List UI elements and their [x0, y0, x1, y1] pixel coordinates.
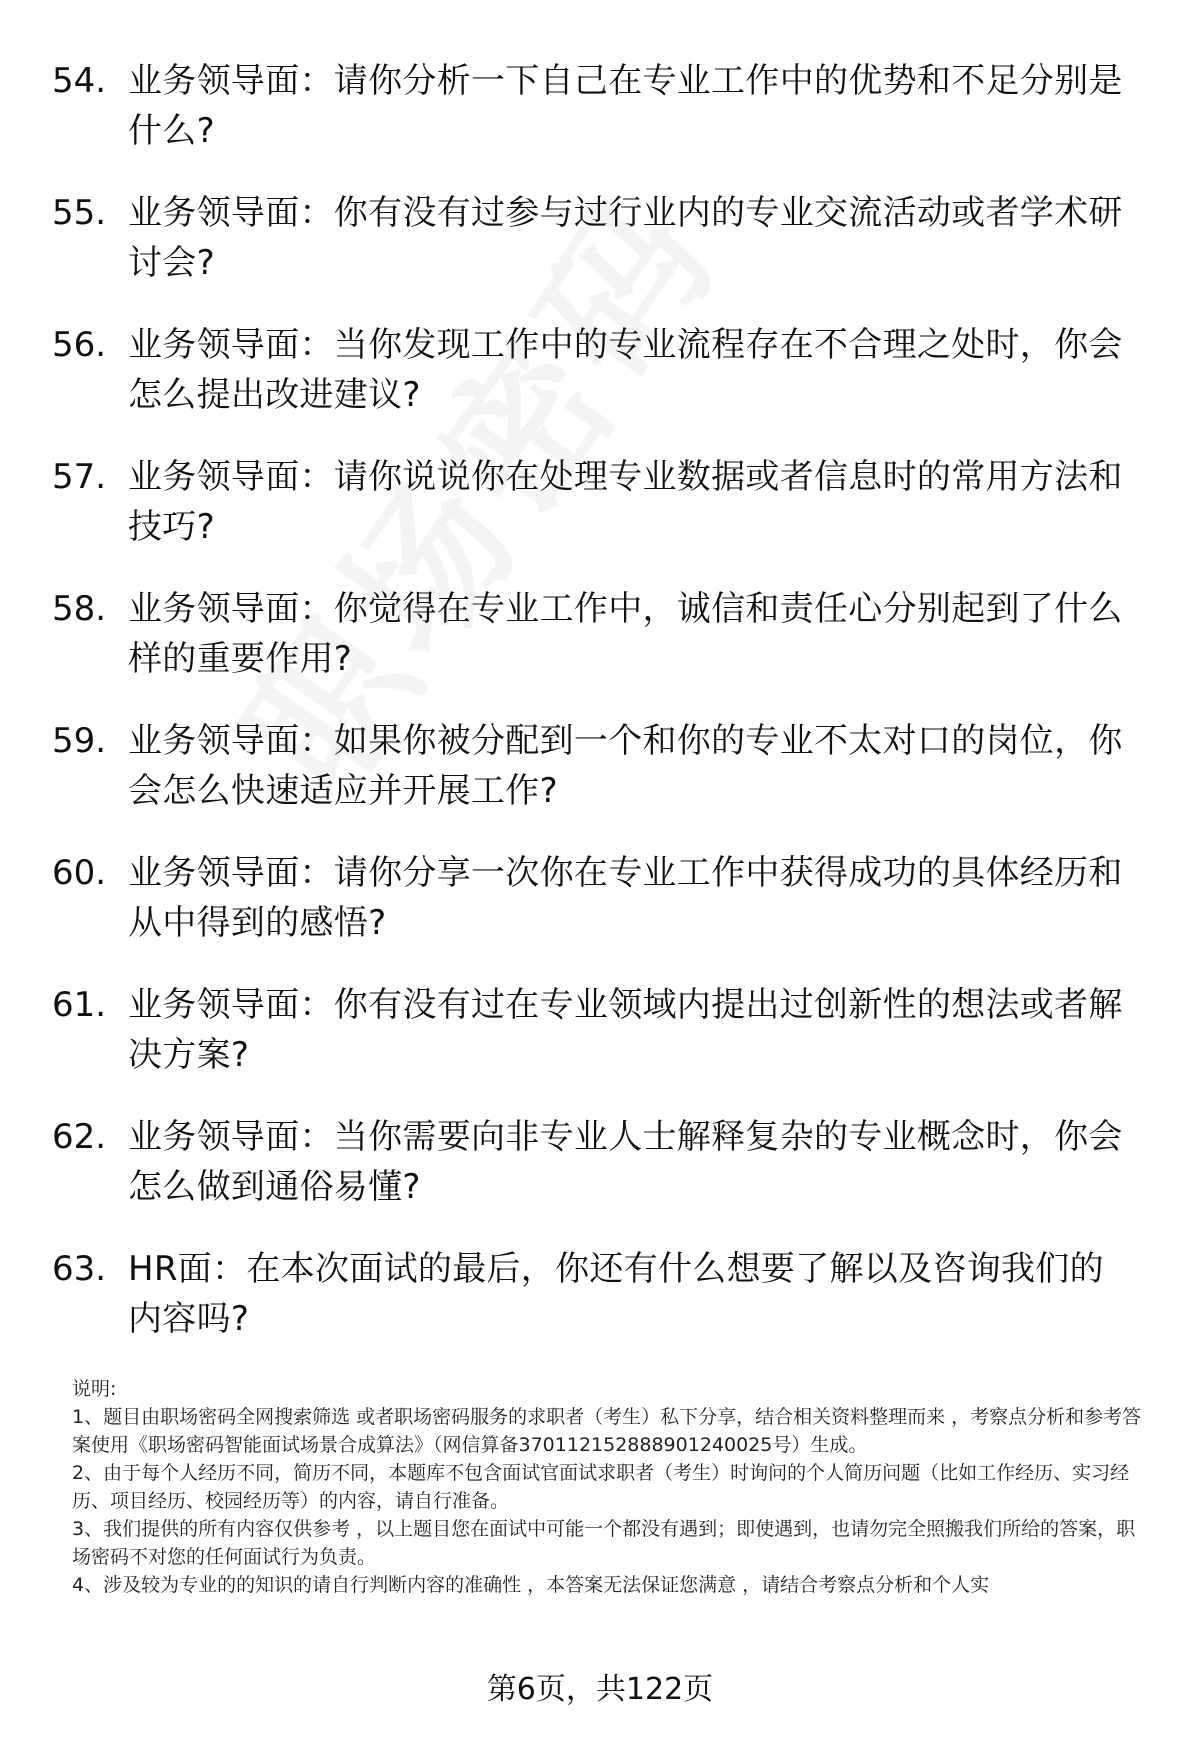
question-text: 业务领导面：当你需要向非专业人士解释复杂的专业概念时，你会怎么做到通俗易懂? — [128, 1117, 1123, 1207]
question-number: 55. — [52, 193, 107, 233]
question-item — [52, 716, 1152, 848]
question-list — [52, 56, 1152, 1376]
question-text: 业务领导面：请你说说你在处理专业数据或者信息时的常用方法和技巧? — [128, 457, 1123, 547]
note-item: 4、涉及较为专业的的知识的请自行判断内容的准确性 ，本答案无法保证您满意 ，请结合考察点分析和个人实 — [72, 1574, 990, 1596]
note-item: 2、由于每个人经历不同，简历不同，本题库不包含面试官面试求职者（考生）时询问的个人简历问题（比如工作经历、实习经历、项目经历、校园经历等）的内容，请自行准备。 — [72, 1462, 1130, 1512]
question-item — [52, 1112, 1152, 1244]
note-item: 1、题目由职场密码全网搜索筛选 或者职场密码服务的求职者（考生）私下分享，结合相关资料整理而来 ，考察点分析和参考答案使用《职场密码智能面试场景合成算法》（网信算备370112152888901240025号）生成。 — [72, 1406, 1142, 1456]
question-text: 业务领导面：如果你被分配到一个和你的专业不太对口的岗位，你会怎么快速适应并开展工作? — [128, 721, 1123, 811]
note-item: 3、我们提供的所有内容仅供参考 ，以上题目您在面试中可能一个都没有遇到；即使遇到，也请勿完全照搬我们所给的答案，职场密码不对您的任何面试行为负责。 — [72, 1518, 1136, 1568]
question-text: 业务领导面：你有没有过在专业领域内提出过创新性的想法或者解决方案? — [128, 985, 1123, 1075]
question-item — [52, 584, 1152, 716]
question-text: 业务领导面：你有没有过参与过行业内的专业交流活动或者学术研讨会? — [128, 193, 1123, 283]
question-number: 63. — [52, 1249, 107, 1289]
question-text: 业务领导面：请你分析一下自己在专业工作中的优势和不足分别是什么? — [128, 61, 1123, 151]
question-number: 59. — [52, 721, 107, 761]
question-item — [52, 188, 1152, 320]
question-item — [52, 452, 1152, 584]
question-number: 58. — [52, 589, 107, 629]
question-number: 62. — [52, 1117, 107, 1157]
question-text: 业务领导面：你觉得在专业工作中，诚信和责任心分别起到了什么样的重要作用? — [128, 589, 1123, 679]
question-number: 54. — [52, 61, 107, 101]
question-text: 业务领导面：请你分享一次你在专业工作中获得成功的具体经历和从中得到的感悟? — [128, 853, 1123, 943]
question-number: 61. — [52, 985, 107, 1025]
question-item — [52, 56, 1152, 188]
notes-heading: 说明: — [72, 1378, 117, 1400]
question-number: 56. — [52, 325, 107, 365]
question-number: 60. — [52, 853, 107, 893]
question-item — [52, 980, 1152, 1112]
question-text: 业务领导面：当你发现工作中的专业流程存在不合理之处时，你会怎么提出改进建议? — [128, 325, 1123, 415]
notes-section — [72, 1375, 1150, 1599]
question-item — [52, 848, 1152, 980]
question-text: HR面：在本次面试的最后，你还有什么想要了解以及咨询我们的内容吗? — [128, 1249, 1104, 1339]
question-number: 57. — [52, 457, 107, 497]
page-number: 第6页，共122页 — [486, 1672, 714, 1707]
question-item — [52, 320, 1152, 452]
question-item — [52, 1244, 1152, 1376]
